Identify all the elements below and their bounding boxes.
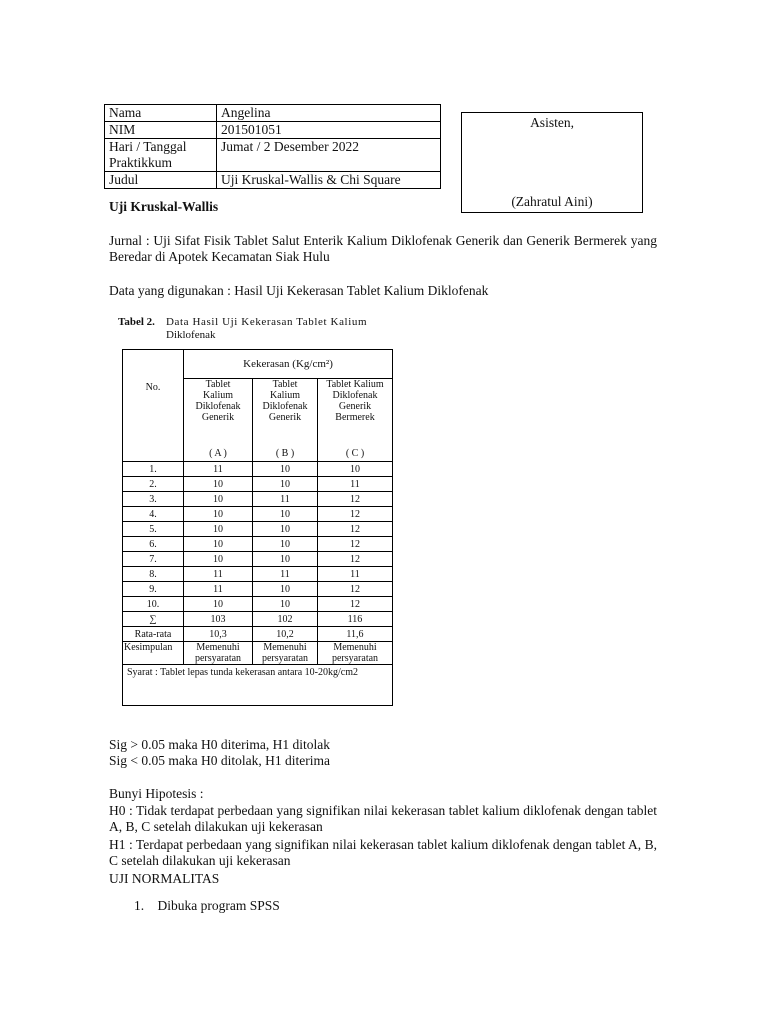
row-label: 6. xyxy=(123,537,184,552)
asisten-name: (Zahratul Aini) xyxy=(511,194,593,209)
figure-caption xyxy=(118,316,408,342)
row-value: 10 xyxy=(184,522,253,537)
row-label: Rata-rata xyxy=(123,627,184,642)
row-value: 12 xyxy=(318,522,393,537)
table-row xyxy=(123,522,393,537)
table-row xyxy=(105,122,441,139)
row-value: 10 xyxy=(253,537,318,552)
row-label: 4. xyxy=(123,507,184,522)
row-value: 103 xyxy=(184,612,253,627)
h1-paragraph: H1 : Terdapat perbedaan yang signifikan nilai kekerasan tablet kalium diklofenak dengan tablet A, B, C setelah dilakukan uji kekerasan xyxy=(109,837,657,868)
label-nama: Nama xyxy=(105,105,217,122)
table-row xyxy=(123,537,393,552)
row-value: 12 xyxy=(318,582,393,597)
row-value: 10 xyxy=(184,537,253,552)
row-value: 10 xyxy=(253,462,318,477)
row-value: 11 xyxy=(184,567,253,582)
row-label: 5. xyxy=(123,522,184,537)
jurnal-paragraph: Jurnal : Uji Sifat Fisik Tablet Salut Enterik Kalium Diklofenak Generik dan Generik Bermerek yang Beredar di Apotek Kecamatan Siak Hulu xyxy=(109,233,657,264)
table-row xyxy=(105,139,441,172)
header-no: No. xyxy=(123,350,184,462)
row-label: ∑ xyxy=(123,612,184,627)
row-value: 12 xyxy=(318,552,393,567)
row-label: 7. xyxy=(123,552,184,567)
table-row xyxy=(123,627,393,642)
row-value: 11 xyxy=(318,477,393,492)
label-judul: Judul xyxy=(105,172,217,189)
kesimpulan-a: Memenuhi persyaratan xyxy=(184,642,253,665)
step-text: Dibuka program SPSS xyxy=(157,898,280,913)
table-row xyxy=(105,105,441,122)
row-value: 10 xyxy=(253,552,318,567)
row-label: 9. xyxy=(123,582,184,597)
header-col-c: Tablet Kalium Diklofenak Generik Bermerek ( C ) xyxy=(318,379,393,462)
table-row xyxy=(123,552,393,567)
table-row xyxy=(123,477,393,492)
caption-text: Data Hasil Uji Kekerasan Tablet Kalium xyxy=(166,316,368,328)
h0-paragraph: H0 : Tidak terdapat perbedaan yang signifikan nilai kekerasan tablet kalium diklofenak dengan tablet A, B, C setelah dilakukan uji kekerasan xyxy=(109,803,657,834)
list-item xyxy=(134,898,280,914)
row-value: 10 xyxy=(184,477,253,492)
row-value: 11,6 xyxy=(318,627,393,642)
value-judul: Uji Kruskal-Wallis & Chi Square xyxy=(217,172,441,189)
row-value: 11 xyxy=(184,582,253,597)
row-value: 11 xyxy=(253,492,318,507)
row-value: 12 xyxy=(318,537,393,552)
header-col-a: Tablet Kalium Diklofenak Generik ( A ) xyxy=(184,379,253,462)
table-row xyxy=(123,597,393,612)
row-value: 10 xyxy=(318,462,393,477)
row-value: 11 xyxy=(184,462,253,477)
row-value: 12 xyxy=(318,507,393,522)
kesimpulan-label: Kesimpulan xyxy=(123,642,184,665)
kesimpulan-c: Memenuhi persyaratan xyxy=(318,642,393,665)
row-value: 10 xyxy=(253,522,318,537)
row-label: 1. xyxy=(123,462,184,477)
row-label: 8. xyxy=(123,567,184,582)
row-value: 10,3 xyxy=(184,627,253,642)
table-row xyxy=(123,507,393,522)
table-row xyxy=(123,567,393,582)
kesimpulan-b: Memenuhi persyaratan xyxy=(253,642,318,665)
asisten-box xyxy=(461,112,643,213)
header-group: Kekerasan (Kg/cm²) xyxy=(184,350,393,379)
sig-line-1: Sig > 0.05 maka H0 diterima, H1 ditolak xyxy=(109,737,330,752)
table-row xyxy=(105,172,441,189)
row-value: 10 xyxy=(253,477,318,492)
caption-label: Tabel 2. xyxy=(118,316,155,328)
data-used-paragraph: Data yang digunakan : Hasil Uji Kekerasan Tablet Kalium Diklofenak xyxy=(109,283,489,298)
value-nama: Angelina xyxy=(217,105,441,122)
row-value: 10 xyxy=(184,597,253,612)
hipotesis-title: Bunyi Hipotesis : xyxy=(109,786,204,801)
sig-line-2: Sig < 0.05 maka H0 ditolak, H1 diterima xyxy=(109,753,330,768)
hardness-table xyxy=(122,349,393,706)
row-value: 11 xyxy=(253,567,318,582)
row-value: 102 xyxy=(253,612,318,627)
row-value: 12 xyxy=(318,492,393,507)
header-col-b: Tablet Kalium Diklofenak Generik ( B ) xyxy=(253,379,318,462)
table-row xyxy=(123,492,393,507)
row-value: 10 xyxy=(253,507,318,522)
identity-table xyxy=(104,104,441,189)
row-value: 10 xyxy=(253,582,318,597)
asisten-title: Asisten, xyxy=(530,115,574,130)
row-value: 10 xyxy=(253,597,318,612)
row-label: 3. xyxy=(123,492,184,507)
table-row xyxy=(123,612,393,627)
label-tanggal: Hari / Tanggal Praktikkum xyxy=(105,139,217,172)
table-row xyxy=(123,582,393,597)
row-value: 10,2 xyxy=(253,627,318,642)
row-value: 11 xyxy=(318,567,393,582)
row-label: 10. xyxy=(123,597,184,612)
row-label: 2. xyxy=(123,477,184,492)
section-title: Uji Kruskal-Wallis xyxy=(109,199,219,214)
row-value: 12 xyxy=(318,597,393,612)
row-value: 10 xyxy=(184,552,253,567)
row-value: 10 xyxy=(184,492,253,507)
label-nim: NIM xyxy=(105,122,217,139)
caption-text-2: Diklofenak xyxy=(166,329,216,341)
syarat-note: Syarat : Tablet lepas tunda kekerasan antara 10-20kg/cm2 xyxy=(123,665,393,706)
value-tanggal: Jumat / 2 Desember 2022 xyxy=(217,139,441,172)
table-row xyxy=(123,462,393,477)
normalitas-heading: UJI NORMALITAS xyxy=(109,871,220,886)
row-value: 116 xyxy=(318,612,393,627)
step-number: 1. xyxy=(134,898,145,913)
row-value: 10 xyxy=(184,507,253,522)
value-nim: 201501051 xyxy=(217,122,441,139)
